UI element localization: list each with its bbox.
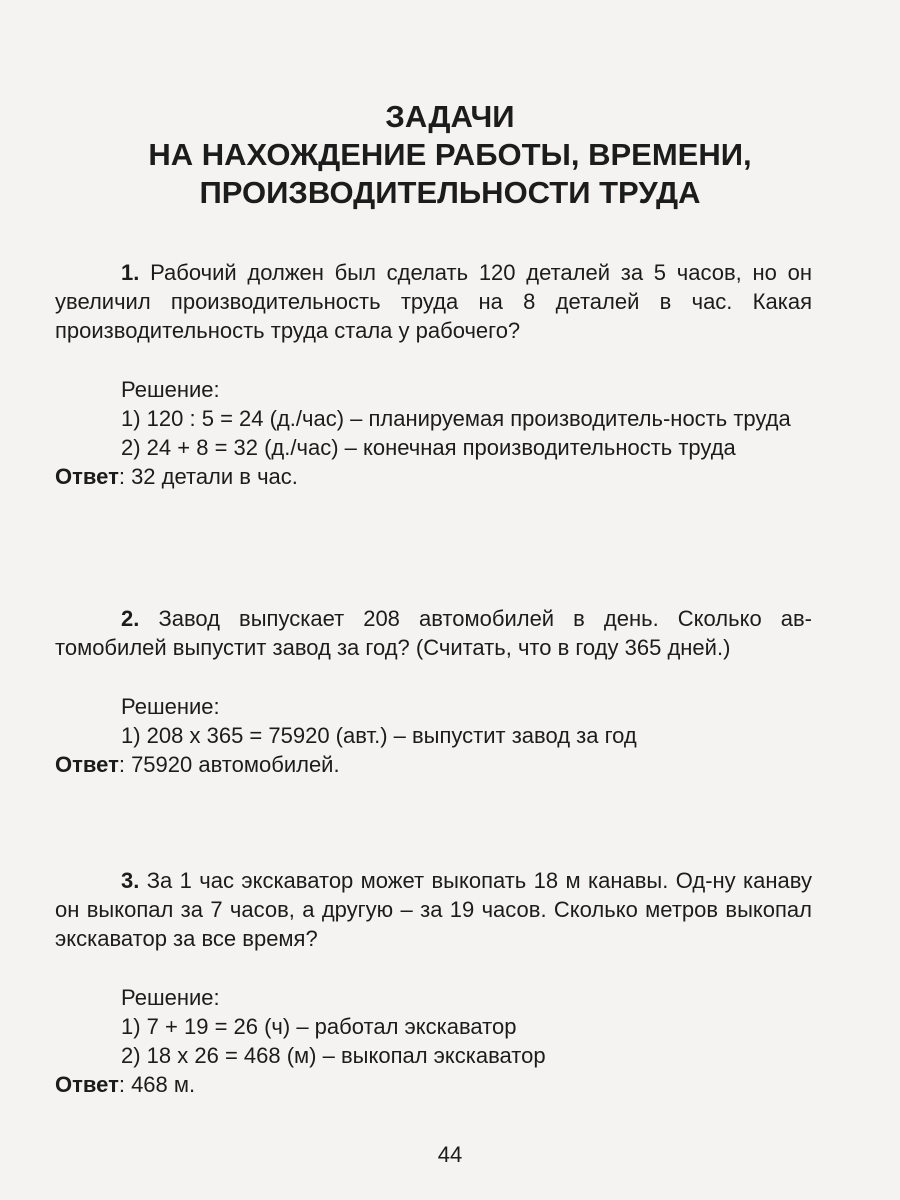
answer [55, 750, 812, 779]
page-title [0, 98, 900, 212]
solution-step: 1) 120 : 5 = 24 (д./час) – планируемая производитель-ность труда [121, 406, 791, 431]
answer-label: Ответ [55, 464, 119, 489]
problem-statement [55, 604, 812, 662]
solution-step: 1) 7 + 19 = 26 (ч) – работал экскаватор [121, 1014, 517, 1039]
answer-text: : 75920 автомобилей. [118, 752, 340, 777]
solution-step: 1) 208 х 365 = 75920 (авт.) – выпустит завод за год [121, 723, 637, 748]
problem-statement [55, 866, 812, 953]
answer-label: Ответ [55, 1072, 119, 1097]
title-line: ЗАДАЧИ [385, 99, 515, 134]
problem-text: За 1 час экскаватор может выкопать 18 м канавы. Од-ну канаву он выкопал за 7 часов, а другую – за 19 часов. Сколько метров выкопал экскаватор за все время? [55, 868, 812, 951]
solution-label: Решение: [121, 377, 220, 402]
solution-step: 2) 24 + 8 = 32 (д./час) – конечная производительность труда [121, 435, 736, 460]
solution-step: 2) 18 х 26 = 468 (м) – выкопал экскаватор [121, 1043, 546, 1068]
answer-text: : 32 детали в час. [118, 464, 298, 489]
title-line: НА НАХОЖДЕНИЕ РАБОТЫ, ВРЕМЕНИ, [148, 137, 752, 172]
answer-label: Ответ [55, 752, 119, 777]
problem-3 [55, 866, 812, 1099]
answer [55, 462, 812, 491]
problem-1 [55, 258, 812, 491]
page-number: 44 [437, 1142, 463, 1167]
problem-text: Рабочий должен был сделать 120 деталей за 5 часов, но он увеличил производительность труда на 8 деталей в час. Какая производительность труда стала у рабочего? [55, 260, 812, 343]
problem-number: 2. [121, 606, 140, 631]
problem-text: Завод выпускает 208 автомобилей в день. Сколько ав-томобилей выпустит завод за год? (Считать, что в году 365 дней.) [55, 606, 812, 660]
solution-label: Решение: [121, 985, 220, 1010]
problem-number: 1. [121, 260, 140, 285]
answer [55, 1070, 812, 1099]
answer-text: : 468 м. [118, 1072, 196, 1097]
problem-statement [55, 258, 812, 345]
solution-label: Решение: [121, 694, 220, 719]
title-line: ПРОИЗВОДИТЕЛЬНОСТИ ТРУДА [199, 175, 701, 210]
problem-number: 3. [121, 868, 140, 893]
problem-2 [55, 604, 812, 779]
